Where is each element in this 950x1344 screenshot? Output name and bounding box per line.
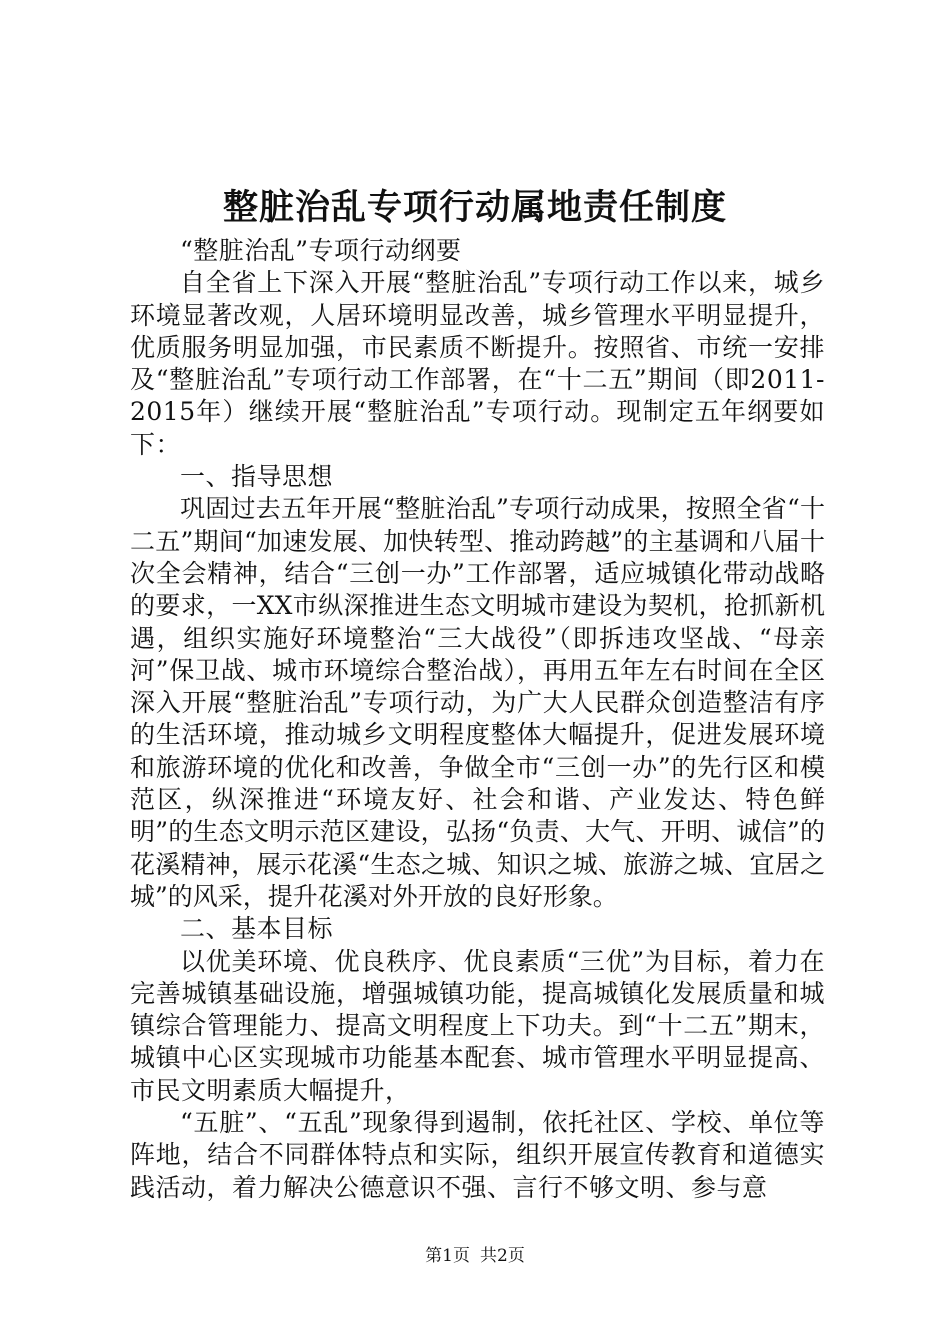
page-footer xyxy=(0,1244,950,1268)
section-heading-basic-goals: 二、基本目标 xyxy=(180,914,334,944)
paragraph-guiding-thought: 巩固过去五年开展“整脏治乱”专项行动成果，按照全省“十二五”期间“加速发展、加快转型、推动跨越”的主基调和八届十次全会精神，结合“三创一办”工作部署，适应城镇化带动战略的要求，一XX市纵深推进生态文明城市建设为契机，抢抓新机遇，组织实施好环境整治“三大战役”（即拆违攻坚战、“母亲河”保卫战、城市环境综合整治战），再用五年左右时间在全区深入开展“整脏治乱”专项行动，为广大人民群众创造整洁有序的生活环境，推动城乡文明程度整体大幅提升，促进发展环境和旅游环境的优化和改善，争做全市“三创一办”的先行区和模范区，纵深推进“环境友好、社会和谐、产业发达、特色鲜明”的生态文明示范区建设，弘扬“负责、大气、开明、诚信”的花溪精神，展示花溪“生态之城、知识之城、旅游之城、宜居之城”的风采，提升花溪对外开放的良好形象。 xyxy=(130,494,825,911)
document-body xyxy=(130,235,825,1204)
page-total: 共2页 xyxy=(480,1246,525,1266)
paragraph-basic-goals: 以优美环境、优良秩序、优良素质“三优”为目标，着力在完善城镇基础设施，增强城镇功能，提高城镇化发展质量和城镇综合管理能力、提高文明程度上下功夫。到“十二五”期末，城镇中心区实现城市功能基本配套、城市管理水平明显提高、市民文明素质大幅提升， xyxy=(130,946,825,1105)
section-heading-outline: “整脏治乱”专项行动纲要 xyxy=(180,236,462,265)
paragraph-intro: 自全省上下深入开展“整脏治乱”专项行动工作以来，城乡环境显著改观，人居环境明显改善，城乡管理水平明显提升，优质服务明显加强，市民素质不断提升。按照省、市统一安排及“整脏治乱”专项行动工作部署，在“十二五”期间（即2011-2015年）继续开展“整脏治乱”专项行动。现制定五年纲要如下： xyxy=(130,268,825,459)
document-title: 整脏治乱专项行动属地责任制度 xyxy=(222,187,727,228)
section-heading-guiding-thought: 一、指导思想 xyxy=(180,462,334,492)
page-number: 第1页 xyxy=(425,1246,470,1266)
paragraph-five-dirty: “五脏”、“五乱”现象得到遏制，依托社区、学校、单位等阵地，结合不同群体特点和实际，组织开展宣传教育和道德实践活动，着力解决公德意识不强、言行不够文明、参与意 xyxy=(130,1108,825,1202)
